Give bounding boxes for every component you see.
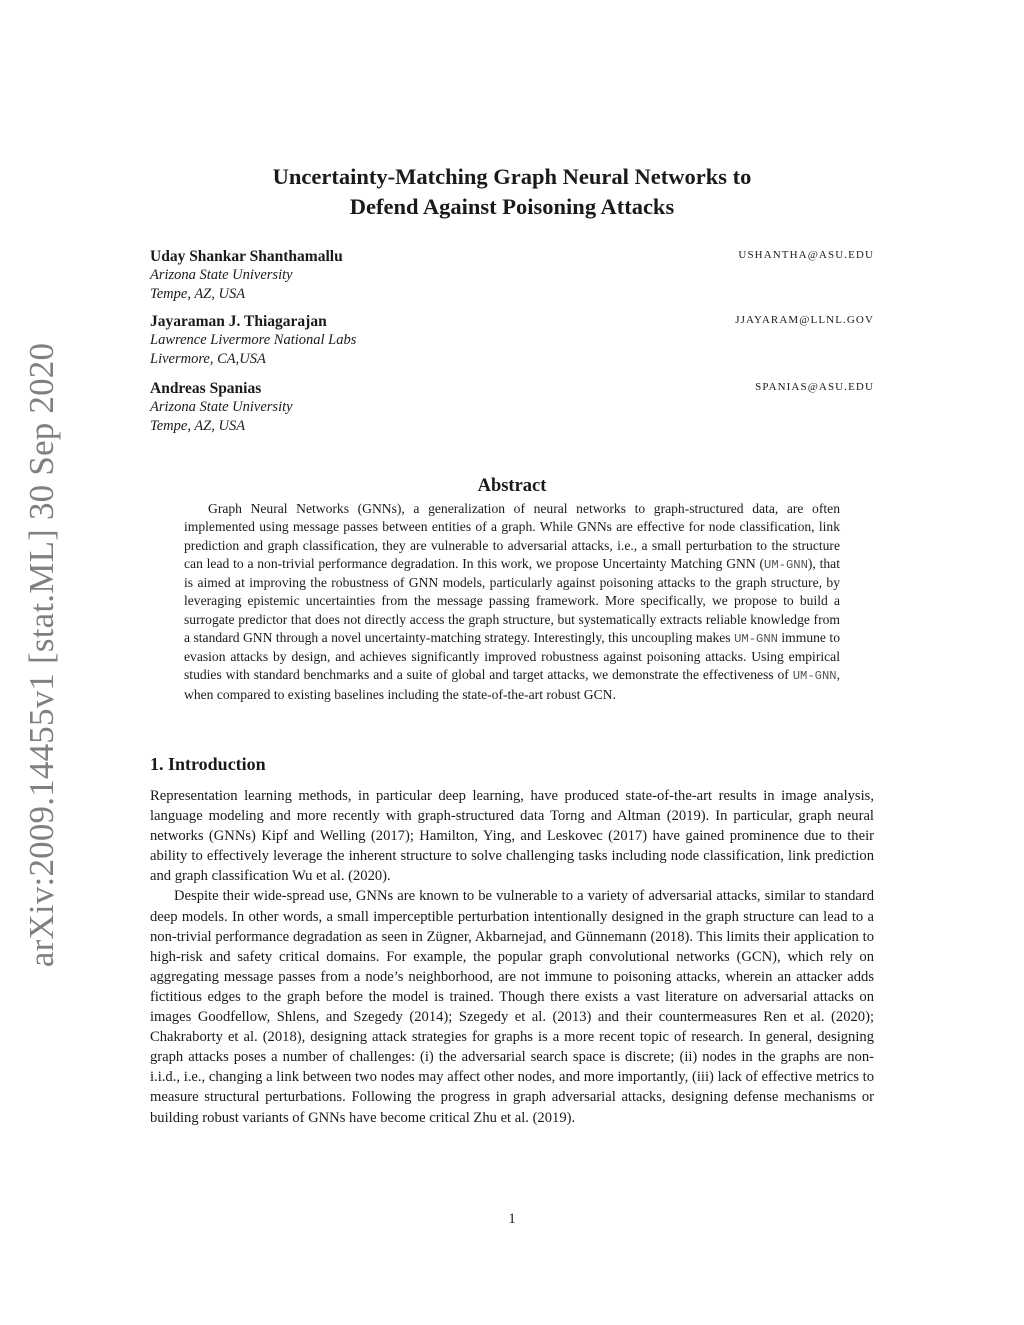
author-block-1 — [150, 247, 874, 304]
abstract-segment: Graph Neural Networks (GNNs), a generalization of neural networks to graph-structured data, are often implemented using message passes between entities of a graph. While GNNs are effective for node classification, link prediction and graph classification, they are vulnerable to adversarial attacks, i.e., a small perturbation to the structure can lead to a non-trivial performance degradation. In this work, we propose Uncertainty Matching GNN ( — [184, 501, 840, 571]
abstract-heading: Abstract — [477, 476, 547, 496]
section-heading-introduction: 1. Introduction — [150, 754, 266, 774]
arxiv-identifier: arXiv:2009.14455v1 [stat.ML] 30 Sep 2020 — [22, 342, 61, 968]
author-email: JJAYARAM@LLNL.GOV — [735, 314, 874, 326]
introduction-body — [150, 786, 874, 1128]
author-location: Livermore, CA,USA — [150, 351, 266, 367]
abstract-paragraph — [184, 500, 840, 704]
author-name: Andreas Spanias — [150, 380, 262, 397]
author-block-3 — [150, 379, 874, 436]
author-block-2 — [150, 312, 874, 369]
paper-title — [150, 162, 874, 222]
title-line-1: Uncertainty-Matching Graph Neural Networks to — [272, 164, 752, 189]
author-affiliation: Arizona State University — [150, 399, 293, 415]
method-name-code: UM-GNN — [734, 631, 778, 646]
method-name-code: UM-GNN — [764, 557, 808, 572]
author-location: Tempe, AZ, USA — [150, 418, 246, 434]
intro-paragraph-2: Despite their wide-spread use, GNNs are known to be vulnerable to a variety of adversarial attacks, similar to standard deep models. In other words, a small imperceptible perturbation intentionally designed in the graph structure can lead to a non-trivial performance degradation as seen in Zügner, Akbarnejad, and Günnemann (2018). This limits their application to high-risk and safety critical domains. For example, the popular graph convolutional networks (GCN), which rely on aggregating message passes from a node’s neighborhood, are not immune to poisoning attacks, wherein an attacker adds fictitious edges to the graph before the model is trained. Though there exists a vast literature on adversarial attacks on images Goodfellow, Shlens, and Szegedy (2014); Szegedy et al. (2013) and their countermeasures Ren et al. (2020); Chakraborty et al. (2018), designing attack strategies for graphs is a more recent topic of research. In general, designing graph attacks poses a number of challenges: (i) the adversarial search space is discrete; (ii) nodes in the graphs are non-i.i.d., i.e., changing a link between two nodes may affect other nodes, and more importantly, (iii) lack of effective metrics to measure structural perturbations. Following the progress in graph adversarial attacks, designing defense mechanisms or building robust variants of GNNs have become critical Zhu et al. (2019). — [150, 888, 874, 1126]
abstract-segment: immune to evasion attacks by design, and achieves significantly improved robustness against poisoning attacks. Using empirical studies with standard benchmarks and a suite of global and target attacks, we demonstrate the effectiveness of — [184, 629, 840, 683]
author-name: Uday Shankar Shanthamallu — [150, 248, 343, 265]
abstract-text — [184, 500, 840, 704]
method-name-code: UM-GNN — [792, 669, 837, 684]
intro-paragraph-1: Representation learning methods, in particular deep learning, have produced state-of-the-art results in image analysis, language modeling and more recently with graph-structured data Torng and Altman (2019). In particular, graph neural networks (GNNs) Kipf and Welling (2017); Hamilton, Ying, and Leskovec (2017) have gained prominence due to their ability to effectively leverage the inherent structure to solve challenging tasks including node classification, link prediction and graph classification Wu et al. (2020). — [150, 788, 874, 885]
abstract-segment: , when compared to existing baselines including the state-of-the-art robust GCN. — [184, 667, 840, 702]
page-number: 1 — [508, 1211, 516, 1227]
author-affiliation: Arizona State University — [150, 267, 293, 283]
author-email: SPANIAS@ASU.EDU — [755, 381, 874, 393]
author-affiliation: Lawrence Livermore National Labs — [150, 332, 357, 348]
title-line-2: Defend Against Poisoning Attacks — [349, 194, 675, 219]
author-email: USHANTHA@ASU.EDU — [738, 249, 874, 261]
author-location: Tempe, AZ, USA — [150, 286, 246, 302]
abstract-segment: ), that is aimed at improving the robustness of GNN models, particularly against poisoning attacks to the graph structure, by leveraging epistemic uncertainties from the message passing framework. More specifically, we propose to build a surrogate predictor that does not directly access the graph structure, but systematically extracts reliable knowledge from a standard GNN through a novel uncertainty-matching strategy. Interestingly, this uncoupling makes — [184, 555, 840, 645]
author-name: Jayaraman J. Thiagarajan — [150, 313, 327, 330]
